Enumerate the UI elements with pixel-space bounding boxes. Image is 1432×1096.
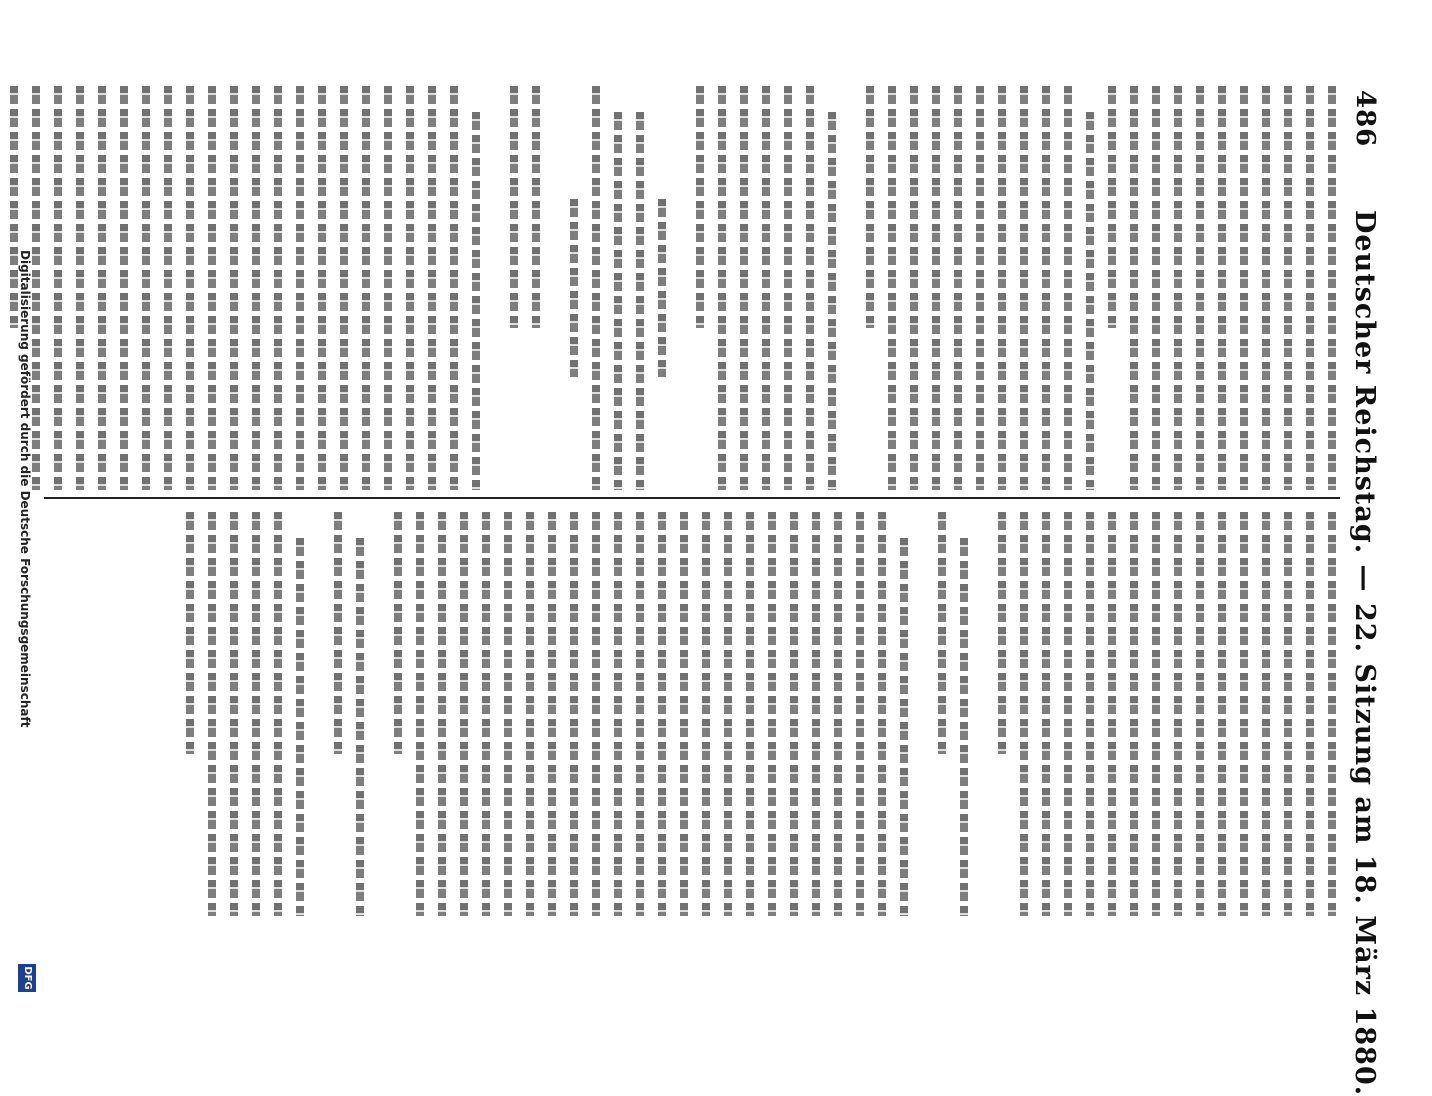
- text-line: [696, 86, 704, 328]
- text-line: [784, 86, 792, 490]
- text-line: [680, 512, 688, 916]
- text-line: [834, 512, 842, 916]
- text-line: [482, 512, 490, 916]
- text-line: [938, 512, 946, 754]
- text-line: [954, 86, 962, 490]
- text-line: [740, 86, 748, 490]
- text-line: [356, 538, 364, 916]
- text-line: [1064, 86, 1072, 490]
- text-line: [1196, 86, 1204, 490]
- text-line: [208, 512, 216, 916]
- text-line: [866, 86, 874, 328]
- text-line: [856, 512, 864, 916]
- text-line: [1306, 512, 1314, 916]
- text-line: [394, 512, 402, 754]
- text-line: [910, 86, 918, 490]
- text-line: [932, 86, 940, 490]
- text-line: [1152, 86, 1160, 490]
- left-column: [46, 86, 1336, 490]
- text-line: [1152, 512, 1160, 916]
- text-line: [614, 112, 622, 490]
- text-line: [1020, 512, 1028, 916]
- text-line: [120, 86, 128, 490]
- page-header: [1340, 90, 1380, 1096]
- text-line: [1086, 112, 1094, 490]
- text-line: [532, 86, 540, 328]
- text-line: [1130, 86, 1138, 490]
- text-line: [472, 112, 480, 490]
- text-line: [614, 512, 622, 916]
- text-line: [790, 512, 798, 916]
- text-line: [54, 86, 62, 490]
- text-line: [32, 86, 40, 490]
- text-line: [384, 86, 392, 490]
- text-line: [1262, 86, 1270, 490]
- text-line: [636, 512, 644, 916]
- text-line: [592, 86, 600, 490]
- text-line: [438, 512, 446, 916]
- text-line: [1328, 86, 1336, 490]
- text-line: [450, 86, 458, 490]
- text-line: [252, 512, 260, 916]
- text-line: [416, 512, 424, 916]
- text-line: [570, 199, 578, 377]
- text-line: [828, 112, 836, 490]
- text-line: [806, 86, 814, 490]
- text-line: [812, 512, 820, 916]
- text-line: [526, 512, 534, 916]
- text-line: [186, 512, 194, 754]
- text-line: [230, 86, 238, 490]
- text-line: [1306, 86, 1314, 490]
- text-line: [1108, 512, 1116, 916]
- text-line: [510, 86, 518, 328]
- text-line: [636, 112, 644, 490]
- text-line: [142, 86, 150, 490]
- text-line: [878, 512, 886, 916]
- text-line: [340, 86, 348, 490]
- text-line: [296, 538, 304, 916]
- text-line: [570, 512, 578, 916]
- text-line: [762, 86, 770, 490]
- text-line: [230, 512, 238, 916]
- text-line: [1108, 86, 1116, 328]
- text-line: [1174, 86, 1182, 490]
- text-line: [724, 512, 732, 916]
- running-head: Deutscher Reichstag. — 22. Sitzung am 18. März 1880.: [1349, 210, 1380, 1096]
- text-line: [1218, 86, 1226, 490]
- text-line: [658, 512, 666, 916]
- text-line: [718, 86, 726, 490]
- text-line: [1130, 512, 1138, 916]
- text-line: [1064, 512, 1072, 916]
- text-line: [406, 86, 414, 490]
- text-line: [1240, 86, 1248, 490]
- text-line: [1020, 86, 1028, 490]
- text-line: [658, 199, 666, 377]
- text-line: [428, 86, 436, 490]
- text-line: [1262, 512, 1270, 916]
- text-line: [592, 512, 600, 916]
- text-line: [548, 512, 556, 916]
- text-line: [998, 86, 1006, 490]
- text-line: [1196, 512, 1204, 916]
- text-line: [1174, 512, 1182, 916]
- text-line: [976, 86, 984, 490]
- text-line: [1284, 86, 1292, 490]
- text-line: [362, 86, 370, 490]
- text-line: [1240, 512, 1248, 916]
- text-line: [504, 512, 512, 916]
- text-line: [900, 538, 908, 916]
- text-line: [1218, 512, 1226, 916]
- text-line: [164, 86, 172, 490]
- text-line: [10, 86, 18, 328]
- text-line: [76, 86, 84, 490]
- digitization-credit: Digitalisierung gefördert durch die Deutsche Forschungsgemeinschaft: [18, 250, 32, 728]
- text-line: [334, 512, 342, 754]
- text-line: [296, 86, 304, 490]
- text-line: [1042, 86, 1050, 490]
- text-line: [888, 86, 896, 490]
- text-line: [1328, 512, 1336, 916]
- right-column: [46, 512, 1336, 916]
- text-line: [460, 512, 468, 916]
- text-line: [318, 86, 326, 490]
- text-line: [702, 512, 710, 916]
- text-line: [1086, 512, 1094, 916]
- page-number: 486: [1350, 90, 1380, 148]
- text-line: [274, 512, 282, 916]
- text-line: [960, 538, 968, 916]
- text-line: [274, 86, 282, 490]
- text-line: [746, 512, 754, 916]
- dfg-logo: DFG: [18, 964, 36, 992]
- text-line: [98, 86, 106, 490]
- column-divider: [44, 497, 1340, 499]
- text-line: [998, 512, 1006, 754]
- text-line: [768, 512, 776, 916]
- text-line: [252, 86, 260, 490]
- text-line: [208, 86, 216, 490]
- text-line: [1042, 512, 1050, 916]
- text-line: [186, 86, 194, 490]
- text-line: [1284, 512, 1292, 916]
